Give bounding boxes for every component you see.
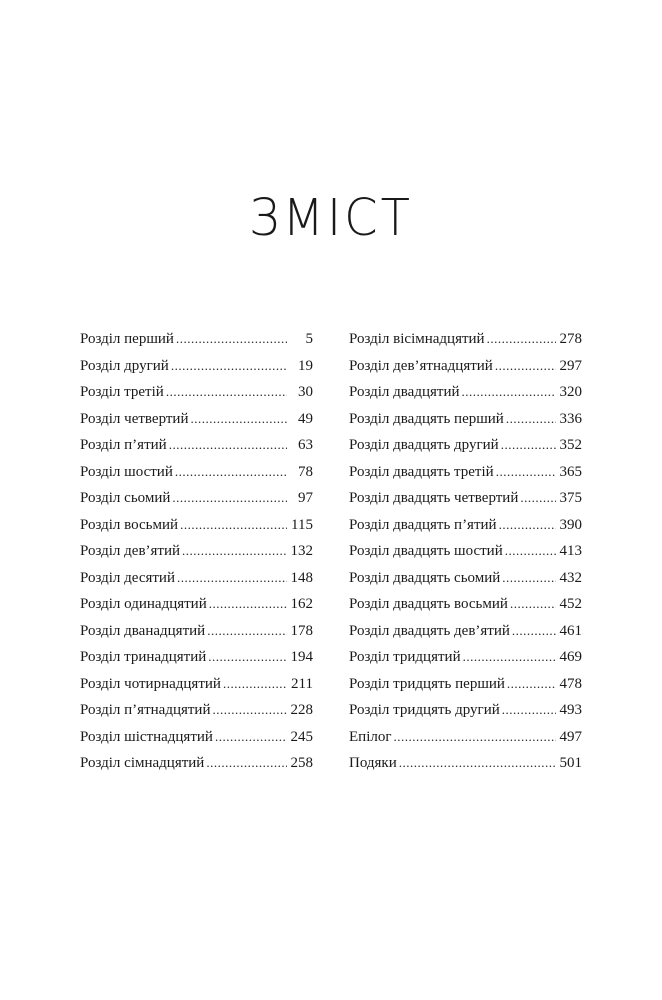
- toc-entry[interactable]: [349, 353, 582, 380]
- toc-dot-leader: [495, 353, 556, 380]
- toc-dot-leader: [180, 512, 287, 539]
- toc-entry-page-number: 115: [291, 516, 313, 533]
- toc-entry-page-number: 63: [298, 437, 313, 453]
- toc-dot-leader: [190, 406, 287, 433]
- toc-entry[interactable]: [349, 326, 582, 353]
- toc-entry-label: Розділ двадцять дев’ятий: [349, 622, 510, 639]
- toc-entry-page-number: 320: [559, 384, 582, 400]
- toc-entry[interactable]: [80, 406, 313, 433]
- toc-dot-leader: [399, 750, 556, 777]
- toc-entry[interactable]: [349, 538, 582, 565]
- toc-entry-label: Розділ двадцять перший: [349, 410, 504, 427]
- toc-entry-label: Розділ двадцять шостий: [349, 543, 503, 559]
- toc-dot-leader: [502, 697, 556, 724]
- toc-entry-label: Розділ дванадцятий: [80, 622, 206, 639]
- toc-entry-page-number: 452: [559, 596, 582, 612]
- toc-entry[interactable]: [80, 724, 313, 751]
- toc-entry-label: Розділ дев’ятнадцятий: [349, 357, 493, 374]
- toc-dot-leader: [505, 538, 556, 565]
- toc-dot-leader: [223, 671, 287, 698]
- toc-entry[interactable]: [80, 379, 313, 406]
- toc-entry[interactable]: [80, 591, 313, 618]
- toc-entry-label: Епілог: [349, 728, 392, 745]
- toc-entry-page-number: 336: [559, 410, 582, 427]
- toc-entry[interactable]: [349, 644, 582, 671]
- toc-entry[interactable]: [349, 671, 582, 698]
- toc-entry-label: Розділ другий: [80, 357, 169, 374]
- toc-entry-page-number: 375: [559, 490, 582, 506]
- toc-entry[interactable]: [80, 618, 313, 645]
- toc-entry[interactable]: [349, 459, 582, 486]
- toc-dot-leader: [462, 379, 556, 406]
- toc-entry-label: Розділ дев’ятий: [80, 543, 181, 559]
- toc-entry-page-number: 49: [298, 410, 313, 427]
- toc-entry[interactable]: [349, 591, 582, 618]
- toc-column-right: [349, 326, 582, 777]
- toc-entry-page-number: 211: [291, 675, 313, 692]
- toc-entry[interactable]: [349, 565, 582, 592]
- toc-dot-leader: [507, 671, 556, 698]
- toc-entry-page-number: 19: [298, 357, 313, 374]
- toc-entry-label: Розділ тридцять перший: [349, 675, 505, 692]
- toc-dot-leader: [215, 724, 287, 751]
- toc-entry-label: Розділ тринадцятий: [80, 649, 207, 665]
- toc-dot-leader: [175, 459, 287, 486]
- toc-entry-label: Розділ четвертий: [80, 410, 189, 427]
- toc-entry[interactable]: [80, 353, 313, 380]
- toc-column-left: [80, 326, 313, 777]
- toc-dot-leader: [510, 591, 556, 618]
- toc-entry-label: Розділ сімнадцятий: [80, 755, 205, 771]
- toc-entry-page-number: 132: [290, 543, 313, 559]
- toc-entry-page-number: 5: [305, 331, 313, 347]
- toc-dot-leader: [496, 459, 556, 486]
- toc-entry-label: Розділ двадцять третій: [349, 463, 494, 480]
- toc-entry-page-number: 390: [559, 516, 582, 533]
- toc-entry-page-number: 352: [559, 437, 582, 453]
- toc-entry-label: Розділ вісімнадцятий: [349, 331, 485, 347]
- toc-dot-leader: [177, 565, 287, 592]
- toc-entry[interactable]: [349, 379, 582, 406]
- toc-entry-page-number: 365: [559, 463, 582, 480]
- toc-entry[interactable]: [80, 512, 313, 539]
- toc-entry-page-number: 278: [559, 331, 582, 347]
- toc-dot-leader: [171, 353, 287, 380]
- toc-dot-leader: [172, 485, 287, 512]
- toc-entry-label: Розділ сьомий: [80, 490, 171, 506]
- toc-entry-page-number: 148: [290, 569, 313, 586]
- toc-dot-leader: [502, 565, 555, 592]
- toc-entry[interactable]: [80, 538, 313, 565]
- toc-entry-page-number: 97: [298, 490, 313, 506]
- toc-entry[interactable]: [80, 432, 313, 459]
- toc-entry-label: Розділ восьмий: [80, 516, 179, 533]
- toc-dot-leader: [213, 697, 287, 724]
- toc-dot-leader: [209, 591, 287, 618]
- toc-entry-page-number: 228: [290, 702, 313, 718]
- toc-dot-leader: [182, 538, 286, 565]
- toc-entry[interactable]: [349, 432, 582, 459]
- toc-entry[interactable]: [80, 459, 313, 486]
- toc-entry[interactable]: [349, 512, 582, 539]
- toc-dot-leader: [487, 326, 556, 353]
- toc-entry-label: Подяки: [349, 755, 397, 771]
- toc-entry-label: Розділ двадцять сьомий: [349, 569, 501, 586]
- toc-entry[interactable]: [80, 565, 313, 592]
- toc-dot-leader: [506, 406, 556, 433]
- toc-entry[interactable]: [349, 406, 582, 433]
- toc-entry[interactable]: [349, 697, 582, 724]
- toc-entry-page-number: 162: [290, 596, 313, 612]
- table-of-contents: [80, 326, 582, 777]
- toc-entry-label: Розділ одинадцятий: [80, 596, 207, 612]
- toc-entry-label: Розділ п’ятнадцятий: [80, 702, 211, 718]
- toc-entry[interactable]: [80, 644, 313, 671]
- toc-entry-label: Розділ десятий: [80, 569, 175, 586]
- toc-entry[interactable]: [80, 485, 313, 512]
- toc-dot-leader: [169, 432, 287, 459]
- toc-entry-page-number: 30: [298, 384, 313, 400]
- toc-entry-label: Розділ двадцять другий: [349, 437, 499, 453]
- toc-dot-leader: [520, 485, 555, 512]
- toc-entry-page-number: 194: [290, 649, 313, 665]
- toc-entry-label: Розділ чотирнадцятий: [80, 675, 221, 692]
- toc-entry-page-number: 501: [559, 755, 582, 771]
- toc-entry-page-number: 245: [290, 728, 313, 745]
- toc-entry-page-number: 497: [559, 728, 582, 745]
- toc-entry-page-number: 478: [559, 675, 582, 692]
- toc-entry-label: Розділ двадцять п’ятий: [349, 516, 497, 533]
- toc-entry-label: Розділ шістнадцятий: [80, 728, 213, 745]
- toc-dot-leader: [208, 644, 286, 671]
- toc-dot-leader: [176, 326, 287, 353]
- toc-entry-page-number: 469: [559, 649, 582, 665]
- toc-entry-page-number: 297: [559, 357, 582, 374]
- toc-entry-label: Розділ п’ятий: [80, 437, 167, 453]
- toc-entry-label: Розділ перший: [80, 331, 174, 347]
- toc-entry-page-number: 178: [290, 622, 313, 639]
- toc-entry[interactable]: [80, 750, 313, 777]
- toc-entry[interactable]: [349, 750, 582, 777]
- toc-dot-leader: [501, 432, 556, 459]
- toc-entry-page-number: 413: [559, 543, 582, 559]
- toc-entry-label: Розділ третій: [80, 384, 164, 400]
- toc-entry[interactable]: [349, 485, 582, 512]
- page-title: ЗМІСТ: [249, 188, 413, 248]
- toc-entry[interactable]: [349, 618, 582, 645]
- toc-dot-leader: [166, 379, 287, 406]
- toc-dot-leader: [499, 512, 556, 539]
- toc-entry[interactable]: [80, 326, 313, 353]
- toc-entry-label: Розділ двадцятий: [349, 384, 460, 400]
- toc-entry-label: Розділ шостий: [80, 463, 173, 480]
- toc-entry-page-number: 258: [290, 755, 313, 771]
- toc-entry-page-number: 461: [559, 622, 582, 639]
- toc-entry-page-number: 78: [298, 463, 313, 480]
- toc-entry[interactable]: [349, 724, 582, 751]
- toc-entry-label: Розділ двадцять четвертий: [349, 490, 519, 506]
- toc-entry-page-number: 432: [559, 569, 582, 586]
- toc-dot-leader: [512, 618, 556, 645]
- toc-entry[interactable]: [80, 671, 313, 698]
- toc-entry-label: Розділ тридцятий: [349, 649, 461, 665]
- toc-dot-leader: [206, 750, 286, 777]
- toc-entry[interactable]: [80, 697, 313, 724]
- toc-dot-leader: [207, 618, 286, 645]
- toc-entry-page-number: 493: [559, 702, 582, 718]
- toc-entry-label: Розділ тридцять другий: [349, 702, 500, 718]
- toc-dot-leader: [394, 724, 556, 751]
- toc-dot-leader: [463, 644, 556, 671]
- toc-entry-label: Розділ двадцять восьмий: [349, 596, 508, 612]
